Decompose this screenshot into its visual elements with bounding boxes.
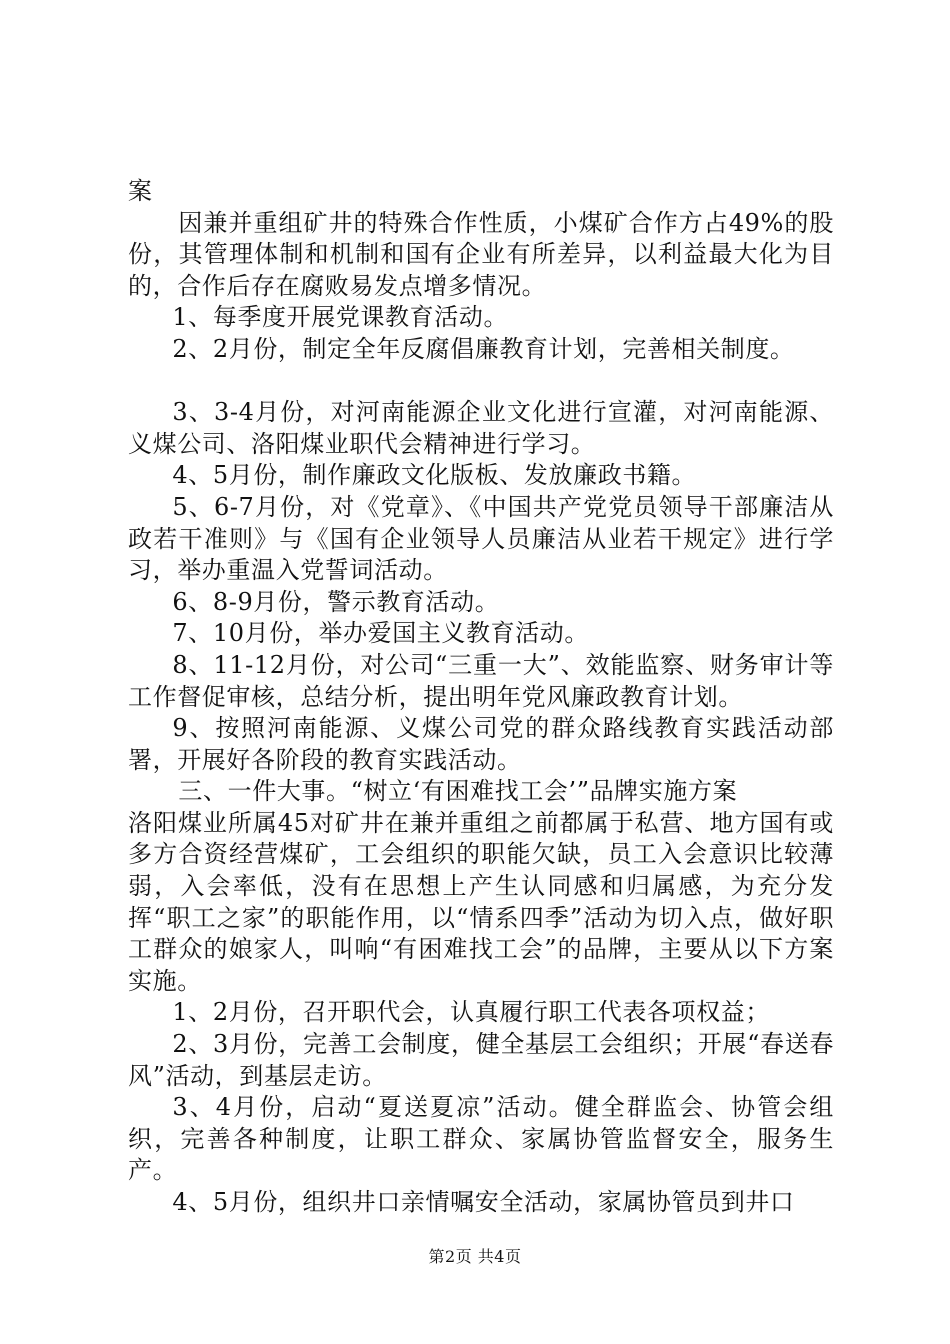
page-footer: 第2页 共4页 — [428, 1247, 522, 1266]
list-item: 2、3月份，完善工会制度，健全基层工会组织；开展“春送春风”活动，到基层走访。 — [128, 1030, 834, 1090]
list-item: 5、6-7月份，对《党章》、《中国共产党党员领导干部廉洁从政若干准则》与《国有企业领导人员廉洁从业若干规定》进行学习，举办重温入党誓词活动。 — [128, 492, 834, 585]
list-item: 6、8-9月份，警示教育活动。 — [172, 587, 500, 616]
list-item: 2、2月份，制定全年反腐倡廉教育计划，完善相关制度。 — [172, 334, 795, 363]
list-item: 7、10月份，举办爱国主义教育活动。 — [172, 619, 589, 648]
blank-line — [128, 366, 834, 398]
section-heading: 三、一件大事。“树立‘有困难找工会’”品牌实施方案 — [178, 777, 738, 806]
list-item: 4、5月份，组织井口亲情嘱安全活动，家属协管员到井口 — [172, 1188, 795, 1216]
paragraph-continuation: 案 — [128, 177, 153, 205]
list-item: 9、按照河南能源、义煤公司党的群众路线教育实践活动部署，开展好各阶段的教育实践活动。 — [128, 714, 834, 774]
list-item: 1、2月份，召开职代会，认真履行职工代表各项权益； — [172, 998, 770, 1027]
paragraph-body: 洛阳煤业所属45对矿井在兼并重组之前都属于私营、地方国有或多方合资经营煤矿，工会组织的职能欠缺，员工入会意识比较薄弱，入会率低，没有在思想上产生认同感和归属感，为充分发挥“职工之家”的职能作用，以“情系四季”活动为切入点，做好职工群众的娘家人，叫响“有困难找工会”的品牌，主要从以下方案实施。 — [128, 808, 834, 995]
list-item: 3、4月份，启动“夏送夏凉”活动。健全群监会、协管会组织，完善各种制度，让职工群众、家属协管监督安全，服务生产。 — [128, 1093, 834, 1185]
list-item: 1、每季度开展党课教育活动。 — [172, 303, 509, 332]
list-item: 4、5月份，制作廉政文化版板、发放廉政书籍。 — [172, 461, 697, 490]
list-item: 8、11-12月份，对公司“三重一大”、效能监察、财务审计等工作督促审核，总结分析，提出明年党风廉政教育计划。 — [128, 650, 834, 711]
document-body — [128, 176, 834, 1219]
paragraph-intro: 因兼并重组矿井的特殊合作性质，小煤矿合作方占49%的股份，其管理体制和机制和国有企业有所差异，以利益最大化为目的，合作后存在腐败易发点增多情况。 — [128, 208, 834, 300]
list-item: 3、3-4月份，对河南能源企业文化进行宣灌，对河南能源、义煤公司、洛阳煤业职代会精神进行学习。 — [128, 398, 834, 458]
